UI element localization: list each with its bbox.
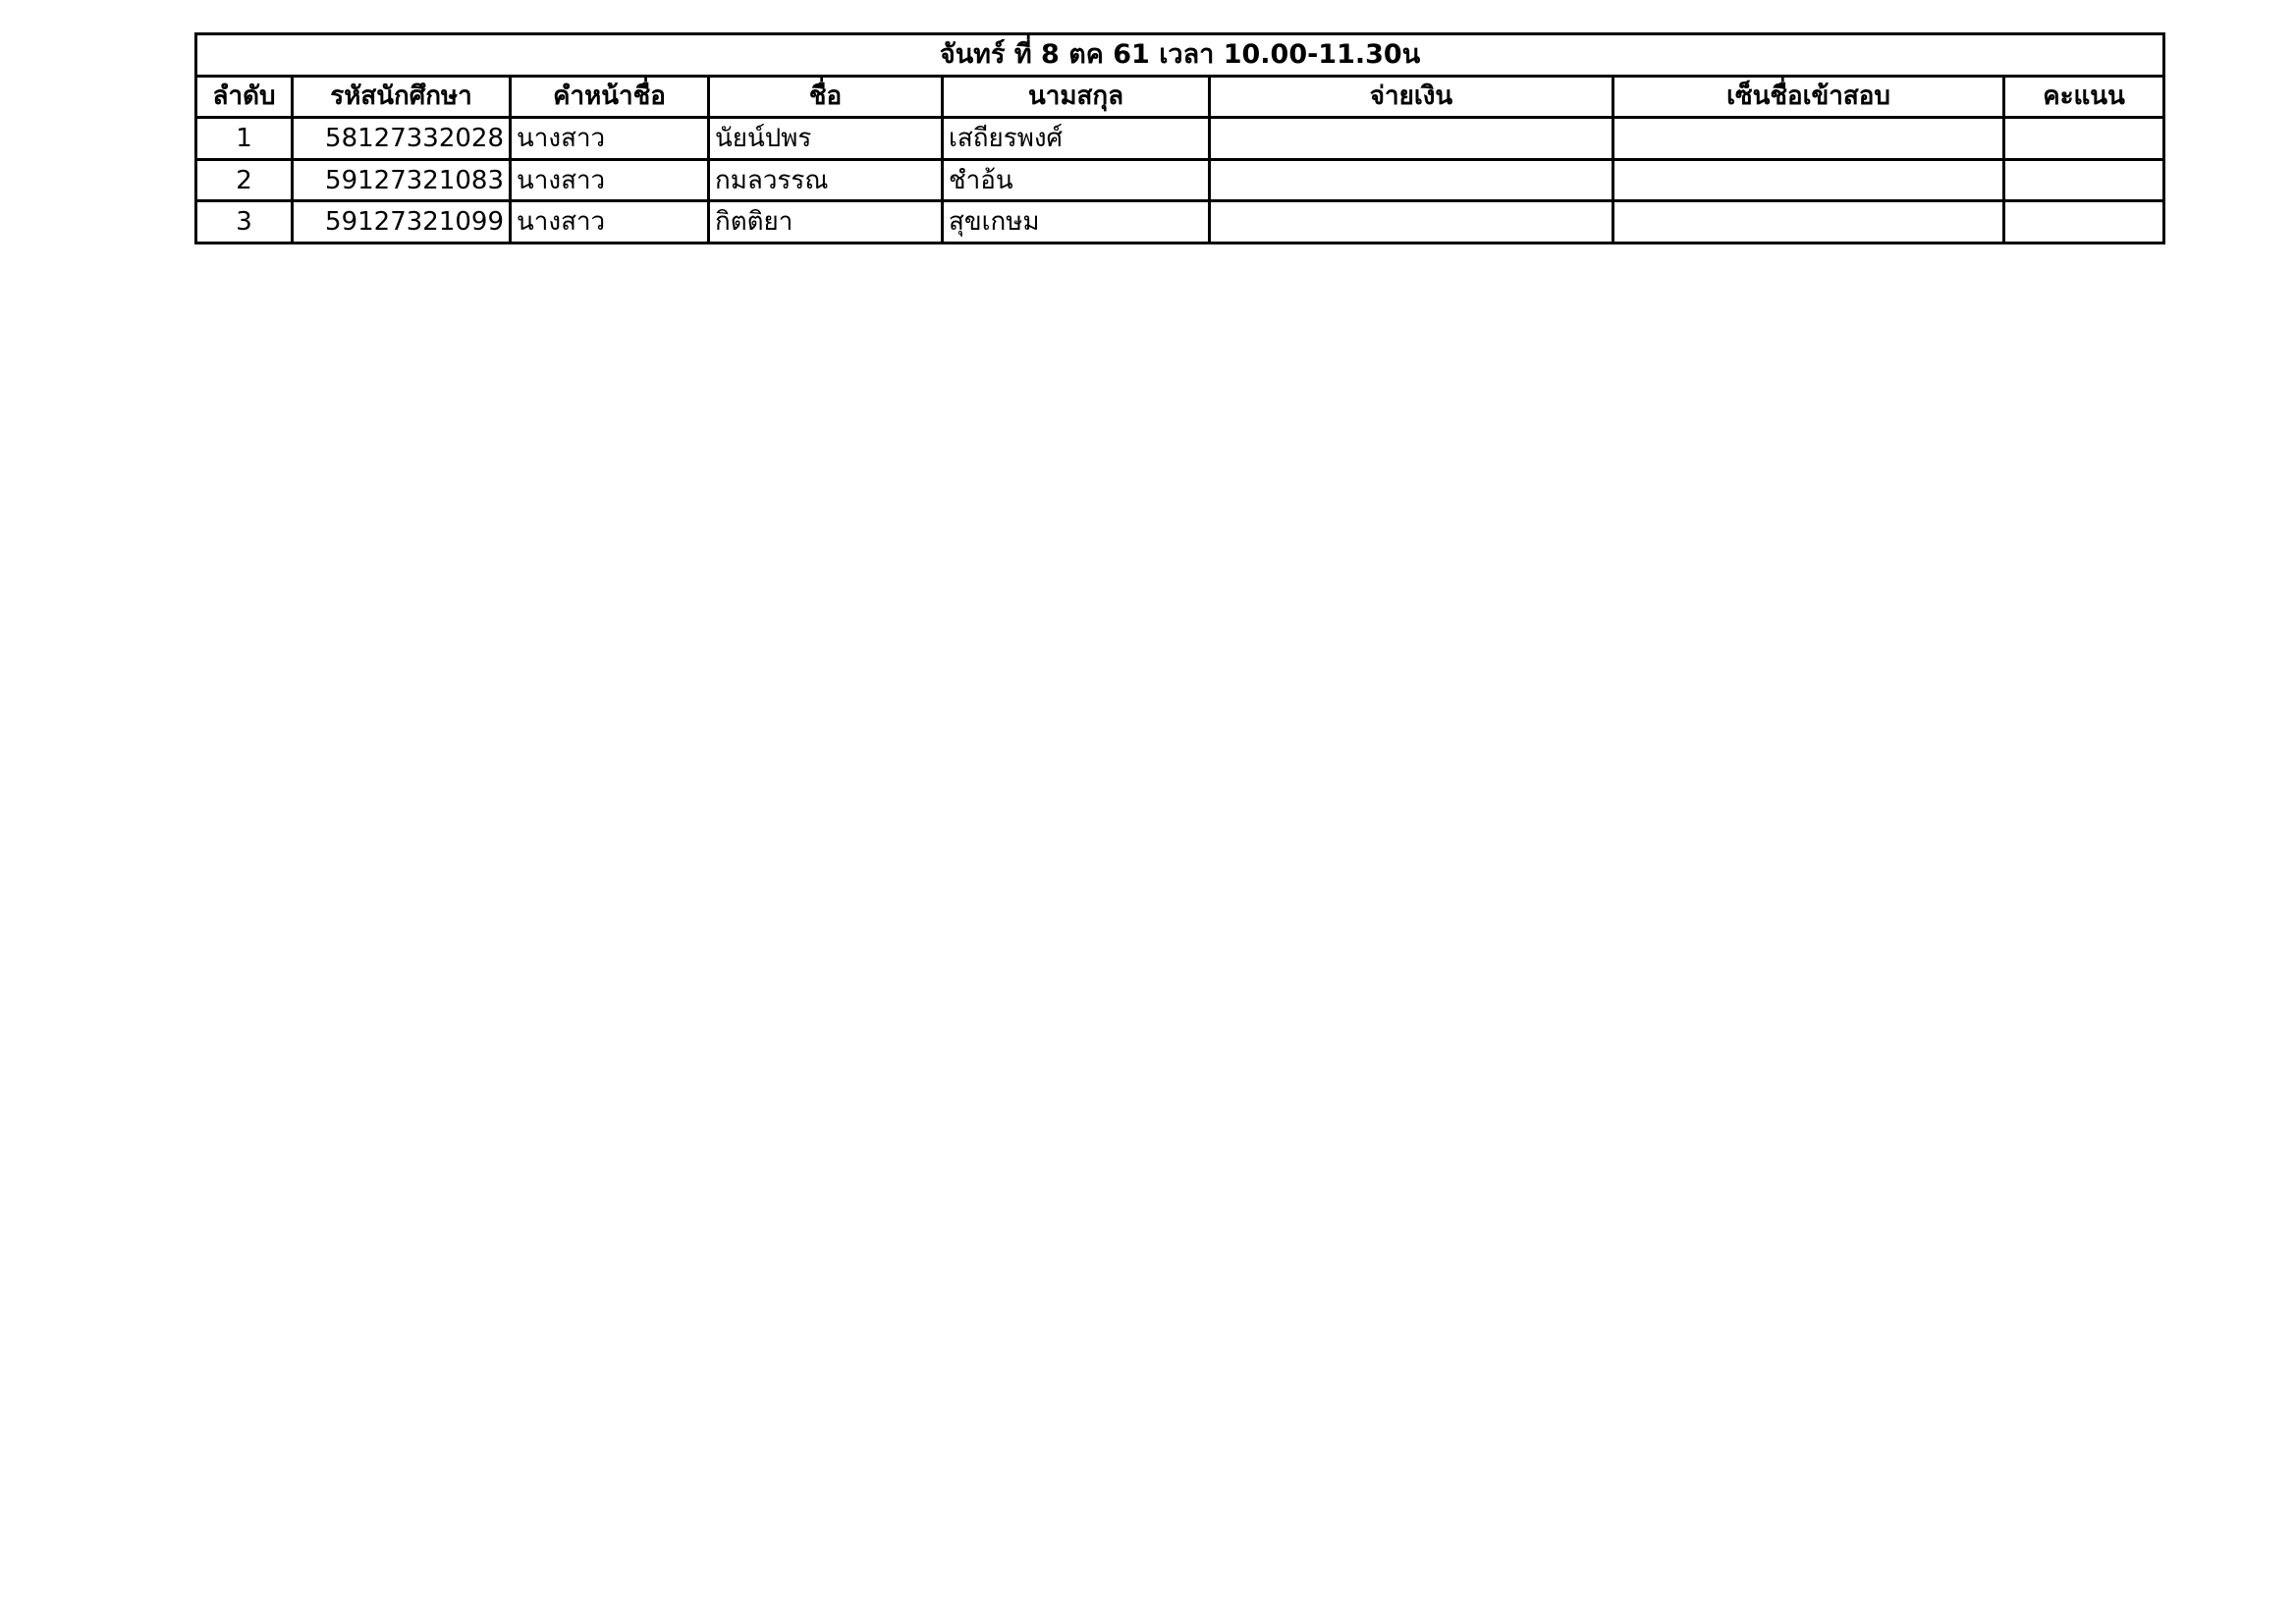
cell-signature bbox=[1613, 159, 2004, 201]
cell-order: 2 bbox=[196, 159, 293, 201]
cell-last-name: สุขเกษม bbox=[943, 201, 1210, 244]
cell-score bbox=[2004, 201, 2164, 244]
cell-last-name: ชำอ้น bbox=[943, 159, 1210, 201]
table-row bbox=[196, 118, 2164, 160]
cell-payment bbox=[1210, 159, 1613, 201]
table-row bbox=[196, 201, 2164, 244]
cell-payment bbox=[1210, 118, 1613, 160]
sheet-title: จันทร์ ที่ 8 ตค 61 เวลา 10.00-11.30น bbox=[196, 34, 2164, 77]
cell-score bbox=[2004, 159, 2164, 201]
table-row bbox=[196, 159, 2164, 201]
cell-payment bbox=[1210, 201, 1613, 244]
header-order: ลำดับ bbox=[196, 76, 293, 118]
cell-signature bbox=[1613, 201, 2004, 244]
cell-student-id: 59127321099 bbox=[293, 201, 511, 244]
cell-first-name: นัยน์ปพร bbox=[709, 118, 943, 160]
header-row bbox=[196, 76, 2164, 118]
header-prefix: คำหน้าชื่อ bbox=[511, 76, 709, 118]
header-last-name: นามสกุล bbox=[943, 76, 1210, 118]
cell-first-name: กมลวรรณ bbox=[709, 159, 943, 201]
title-row bbox=[196, 34, 2164, 77]
cell-order: 1 bbox=[196, 118, 293, 160]
attendance-sheet bbox=[194, 32, 2162, 244]
cell-first-name: กิตติยา bbox=[709, 201, 943, 244]
header-student-id: รหัสนักศึกษา bbox=[293, 76, 511, 118]
cell-score bbox=[2004, 118, 2164, 160]
header-first-name: ชื่อ bbox=[709, 76, 943, 118]
cell-signature bbox=[1613, 118, 2004, 160]
cell-prefix: นางสาว bbox=[511, 201, 709, 244]
cell-order: 3 bbox=[196, 201, 293, 244]
table-body bbox=[196, 118, 2164, 244]
cell-prefix: นางสาว bbox=[511, 159, 709, 201]
cell-student-id: 58127332028 bbox=[293, 118, 511, 160]
header-signature: เซ็นชื่อเข้าสอบ bbox=[1613, 76, 2004, 118]
cell-student-id: 59127321083 bbox=[293, 159, 511, 201]
header-payment: จ่ายเงิน bbox=[1210, 76, 1613, 118]
cell-prefix: นางสาว bbox=[511, 118, 709, 160]
student-table bbox=[194, 32, 2165, 244]
header-score: คะแนน bbox=[2004, 76, 2164, 118]
cell-last-name: เสถียรพงศ์ bbox=[943, 118, 1210, 160]
